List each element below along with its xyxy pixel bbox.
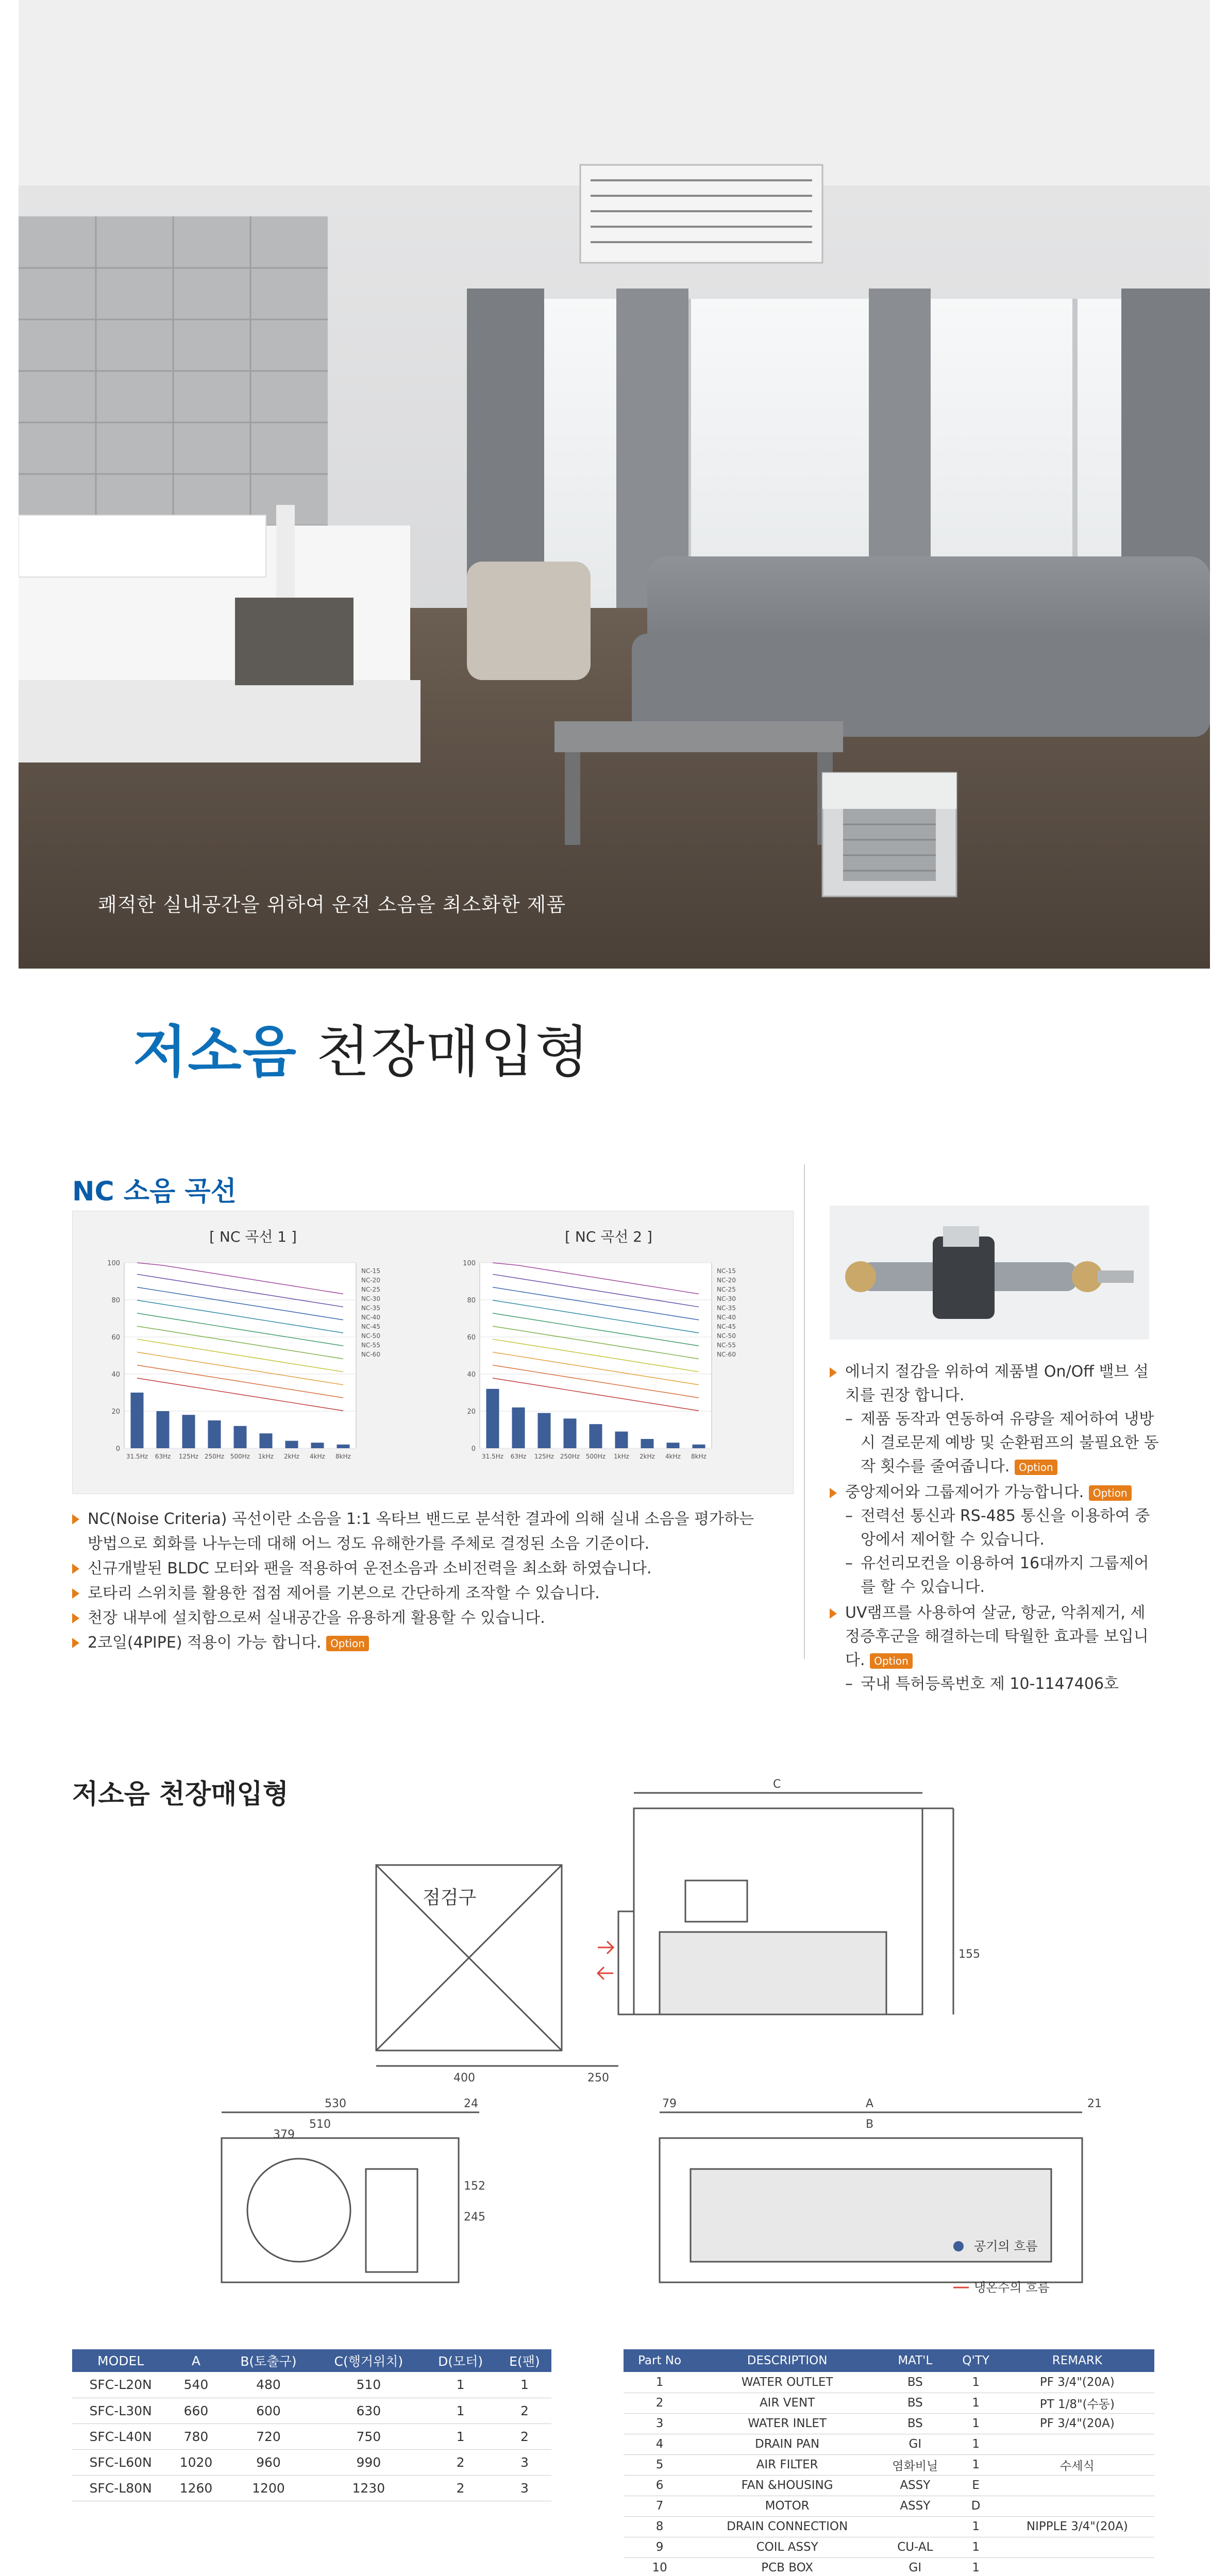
x-tick-label: 63Hz [510,1453,527,1460]
parts-cell: MOTOR [696,2496,879,2516]
legend-label: NC-60 [361,1351,380,1358]
parts-cell: PF 3/4"(20A) [1000,2413,1154,2434]
side-sub [845,1408,1159,1479]
x-tick-label: 125Hz [178,1453,199,1460]
dim-250: 250 [587,2072,609,2084]
parts-cell: 10 [624,2557,696,2576]
chart1-title: [ NC 곡선 1 ] [209,1228,297,1245]
parts-cell: 1 [952,2537,1000,2557]
table-row [624,2557,1154,2576]
model-cell: 2 [498,2398,551,2424]
model-cell: 1260 [169,2475,223,2501]
parts-cell: ASSY [879,2475,951,2496]
nc-bullet [72,1507,794,1556]
bar [285,1441,298,1448]
parts-cell: DRAIN CONNECTION [696,2516,879,2537]
parts-cell: AIR VENT [696,2393,879,2413]
legend-label: NC-30 [361,1295,380,1302]
parts-cell: BS [879,2372,951,2393]
parts-cell [1000,2475,1154,2496]
parts-cell [1000,2557,1154,2576]
side-bullet [830,1360,1159,1479]
model-th: B(토출구) [223,2349,314,2372]
legend-label: NC-30 [717,1295,736,1302]
x-tick-label: 8kHz [691,1453,706,1460]
y-tick-label: 60 [467,1334,476,1342]
nc-bullet [72,1631,794,1655]
dim-79: 79 [662,2097,677,2110]
drawing-heading: 저소음 천장매입형 [72,1779,289,1810]
nc-chart-1 [93,1252,423,1479]
x-tick-label: 31.5Hz [126,1453,148,1460]
parts-cell: 1 [952,2393,1000,2413]
side-sub-text: 제품 동작과 연동하여 유량을 제어하여 냉방 시 결로문제 예방 및 순환펌프의 불필요한 동작 횟수를 줄여줍니다. [861,1410,1159,1476]
hero-image [19,0,1210,969]
model-th: A [169,2349,223,2372]
table-row [72,2424,551,2449]
model-cell: 510 [314,2372,423,2398]
model-cell: 480 [223,2372,314,2398]
dim-155: 155 [958,1948,980,1961]
parts-cell [1000,2496,1154,2516]
model-cell: 1230 [314,2475,423,2501]
parts-cell: 염화비닐 [879,2454,951,2475]
parts-cell: PF 3/4"(20A) [1000,2372,1154,2393]
legend-label: NC-40 [717,1314,736,1321]
parts-cell: 9 [624,2537,696,2557]
hotel-room-illustration [19,0,1210,969]
bar [564,1418,577,1448]
dim-152: 152 [464,2180,485,2193]
model-cell: 3 [498,2475,551,2501]
x-tick-label: 1kHz [258,1453,274,1460]
parts-cell: 8 [624,2516,696,2537]
parts-cell: NIPPLE 3/4"(20A) [1000,2516,1154,2537]
bar [486,1389,499,1448]
model-cell: 2 [423,2475,497,2501]
x-tick-label: 4kHz [665,1453,681,1460]
bar [182,1415,195,1448]
model-cell: 720 [223,2424,314,2449]
model-cell: SFC-L80N [72,2475,169,2501]
y-tick-label: 100 [463,1260,476,1267]
dim-C: C [773,1778,781,1791]
side-bullet-text: 에너지 절감을 위하여 제품별 On/Off 밸브 설치를 권장 합니다. [845,1363,1149,1404]
parts-cell: 6 [624,2475,696,2496]
hero-caption: 쾌적한 실내공간을 위하여 운전 소음을 최소화한 제품 [98,893,566,916]
x-tick-label: 500Hz [585,1453,606,1460]
page-title [133,1007,590,1087]
bar [234,1426,247,1448]
dim-24: 24 [464,2097,478,2110]
x-tick-label: 2kHz [284,1453,299,1460]
dim-400: 400 [453,2072,475,2084]
parts-cell: CU-AL [879,2537,951,2557]
parts-cell: GI [879,2434,951,2454]
side-feature-list [830,1360,1159,1698]
legend-label: NC-35 [717,1304,736,1312]
parts-th: MAT'L [879,2349,951,2372]
y-tick-label: 60 [111,1334,120,1342]
model-cell: 660 [169,2398,223,2424]
dim-530: 530 [325,2097,346,2110]
parts-cell: 1 [624,2372,696,2393]
model-cell: 1 [423,2372,497,2398]
legend-label: NC-50 [361,1332,380,1340]
dim-245: 245 [464,2211,485,2224]
parts-cell: PCB BOX [696,2557,879,2576]
bar [260,1433,273,1448]
parts-cell: GI [879,2557,951,2576]
parts-cell: WATER INLET [696,2413,879,2434]
x-tick-label: 125Hz [534,1453,554,1460]
legend-label: NC-25 [361,1286,380,1293]
model-cell: 1 [423,2424,497,2449]
table-row [72,2398,551,2424]
parts-cell: ASSY [879,2496,951,2516]
model-cell: 1 [498,2372,551,2398]
legend-label: NC-60 [717,1351,736,1358]
parts-table-header [624,2349,1154,2372]
model-table-header [72,2349,551,2372]
side-bullet-text: 중앙제어와 그룹제어가 가능합니다. [845,1483,1084,1501]
parts-cell [1000,2537,1154,2557]
bar [512,1408,525,1448]
model-th: E(팬) [498,2349,551,2372]
model-cell: 960 [223,2449,314,2475]
parts-cell: 7 [624,2496,696,2516]
legend-label: NC-45 [361,1323,380,1330]
parts-cell: 1 [952,2557,1000,2576]
model-cell: 1 [423,2398,497,2424]
bar [538,1413,551,1448]
parts-cell [1000,2434,1154,2454]
y-tick-label: 0 [115,1445,120,1453]
option-badge: Option [326,1636,369,1651]
title-bold: 저소음 [133,1020,297,1084]
chart2-title: [ NC 곡선 2 ] [565,1228,652,1245]
dim-21: 21 [1087,2097,1102,2110]
y-tick-label: 100 [107,1260,120,1267]
x-tick-label: 2kHz [640,1453,655,1460]
nc-bullet: 로타리 스위치를 활용한 접점 제어를 기본으로 간단하게 조작할 수 있습니다. [72,1581,794,1606]
legend-label: NC-20 [717,1277,736,1284]
dim-379: 379 [273,2128,295,2141]
parts-cell: WATER OUTLET [696,2372,879,2393]
option-badge: Option [870,1653,913,1669]
valve-icon [830,1206,1149,1340]
y-tick-label: 20 [111,1408,120,1416]
parts-cell: E [952,2475,1000,2496]
technical-drawing [196,1777,1175,2339]
parts-cell: AIR FILTER [696,2454,879,2475]
parts-th: REMARK [1000,2349,1154,2372]
table-row [624,2413,1154,2434]
table-row [624,2393,1154,2413]
x-tick-label: 1kHz [614,1453,629,1460]
model-cell: 990 [314,2449,423,2475]
parts-cell: FAN &HOUSING [696,2475,879,2496]
nc-bullet-text: 2코일(4PIPE) 적용이 가능 합니다. [88,1634,322,1652]
bar [157,1411,170,1448]
parts-th: Q'TY [952,2349,1000,2372]
parts-cell: DRAIN PAN [696,2434,879,2454]
model-cell: 2 [498,2424,551,2449]
option-badge: Option [1015,1460,1057,1475]
legend-label: NC-15 [361,1267,380,1275]
model-cell: 2 [423,2449,497,2475]
parts-table [624,2349,1154,2576]
valve-image [830,1206,1149,1340]
table-row [624,2516,1154,2537]
legend-label: NC-15 [717,1267,736,1275]
y-tick-label: 40 [467,1371,476,1379]
model-cell: SFC-L30N [72,2398,169,2424]
parts-cell: 3 [624,2413,696,2434]
model-cell: 1200 [223,2475,314,2501]
legend-water: 냉온수의 흐름 [974,2280,1050,2295]
bar [208,1420,221,1448]
parts-cell: 1 [952,2454,1000,2475]
model-cell: SFC-L60N [72,2449,169,2475]
x-tick-label: 250Hz [560,1453,580,1460]
model-cell: 540 [169,2372,223,2398]
side-sub: – 전력선 통신과 RS-485 통신을 이용하여 중앙에서 제어할 수 있습니다. [845,1504,1159,1552]
model-cell: 3 [498,2449,551,2475]
model-th: MODEL [72,2349,169,2372]
nc-charts-panel [72,1211,794,1494]
inspection-label: 점검구 [423,1887,477,1908]
parts-cell: 1 [952,2434,1000,2454]
table-row [72,2372,551,2398]
title-light: 천장매입형 [297,1020,590,1084]
table-row [624,2454,1154,2475]
y-tick-label: 80 [467,1297,476,1304]
model-th: D(모터) [423,2349,497,2372]
table-row [624,2372,1154,2393]
parts-cell: 수세식 [1000,2454,1154,2475]
y-tick-label: 80 [111,1297,120,1304]
legend-label: NC-55 [717,1342,736,1349]
y-tick-label: 40 [111,1371,120,1379]
bar [131,1393,144,1448]
side-bullet-text: UV램프를 사용하여 살균, 항균, 악취제거, 세정증후군을 해결하는데 탁월한 효과를 보입니다. [845,1604,1149,1669]
model-cell: 780 [169,2424,223,2449]
parts-cell: BS [879,2393,951,2413]
option-badge: Option [1089,1485,1132,1501]
table-row [624,2434,1154,2454]
nc-bullet: 신규개발된 BLDC 모터와 팬을 적용하여 운전소음과 소비전력을 최소화 하였습니다. [72,1556,794,1581]
table-row [72,2449,551,2475]
side-sub: – 국내 특허등록번호 제 10-1147406호 [845,1672,1159,1696]
parts-cell: COIL ASSY [696,2537,879,2557]
parts-th: Part No [624,2349,696,2372]
legend-label: NC-55 [361,1342,380,1349]
parts-cell: 5 [624,2454,696,2475]
table-row [624,2475,1154,2496]
model-cell: 600 [223,2398,314,2424]
parts-cell: 2 [624,2393,696,2413]
x-tick-label: 31.5Hz [481,1453,504,1460]
parts-cell: D [952,2496,1000,2516]
model-table [72,2349,551,2501]
bar [337,1445,350,1448]
table-row [624,2496,1154,2516]
x-tick-label: 250Hz [204,1453,225,1460]
x-tick-label: 500Hz [230,1453,250,1460]
model-cell: 750 [314,2424,423,2449]
nc-chart-2 [449,1252,779,1479]
nc-bullet-text: NC(Noise Criteria) 곡선이란 소음을 1:1 옥타브 밴드로 분석한 결과에 의해 실내 소음을 평가하는 [88,1510,754,1528]
model-th: C(행거위치) [314,2349,423,2372]
x-tick-label: 4kHz [310,1453,325,1460]
side-sub: – 유선리모컨을 이용하여 16대까지 그룹제어를 할 수 있습니다. [845,1552,1159,1599]
nc-heading: NC 소음 곡선 [72,1176,237,1207]
y-tick-label: 0 [471,1445,476,1453]
dim-B: B [866,2118,874,2131]
parts-cell: 1 [952,2516,1000,2537]
side-bullet [830,1601,1159,1696]
side-bullet [830,1481,1159,1599]
table-row [624,2537,1154,2557]
parts-cell: BS [879,2413,951,2434]
model-cell: 630 [314,2398,423,2424]
parts-cell [879,2516,951,2537]
bar [590,1424,602,1448]
table-row [72,2475,551,2501]
parts-cell: PT 1/8"(수동) [1000,2393,1154,2413]
model-cell: SFC-L20N [72,2372,169,2398]
y-tick-label: 20 [467,1408,476,1416]
parts-cell: 1 [952,2413,1000,2434]
column-divider [804,1164,805,1659]
x-tick-label: 8kHz [335,1453,351,1460]
dim-A: A [866,2097,874,2110]
model-cell: 1020 [169,2449,223,2475]
parts-cell: 4 [624,2434,696,2454]
legend-label: NC-35 [361,1304,380,1312]
bar [693,1445,705,1448]
bar [641,1439,654,1448]
legend-label: NC-40 [361,1314,380,1321]
x-tick-label: 63Hz [155,1453,171,1460]
legend-label: NC-20 [361,1277,380,1284]
bar [667,1443,680,1448]
bar [311,1443,324,1448]
bar [615,1432,628,1448]
legend-label: NC-25 [717,1286,736,1293]
legend-air: 공기의 흐름 [974,2239,1038,2253]
parts-cell: 1 [952,2372,1000,2393]
parts-th: DESCRIPTION [696,2349,879,2372]
legend-label: NC-50 [717,1332,736,1340]
nc-bullet-text: 방법으로 회화를 나누는데 대해 어느 정도 유해한가를 주체로 결정된 소음 기준이다. [88,1535,650,1553]
legend-label: NC-45 [717,1323,736,1330]
nc-bullet-list [72,1507,794,1655]
nc-bullet: 천장 내부에 설치함으로써 실내공간을 유용하게 활용할 수 있습니다. [72,1606,794,1631]
dim-510: 510 [309,2118,331,2131]
model-cell: SFC-L40N [72,2424,169,2449]
